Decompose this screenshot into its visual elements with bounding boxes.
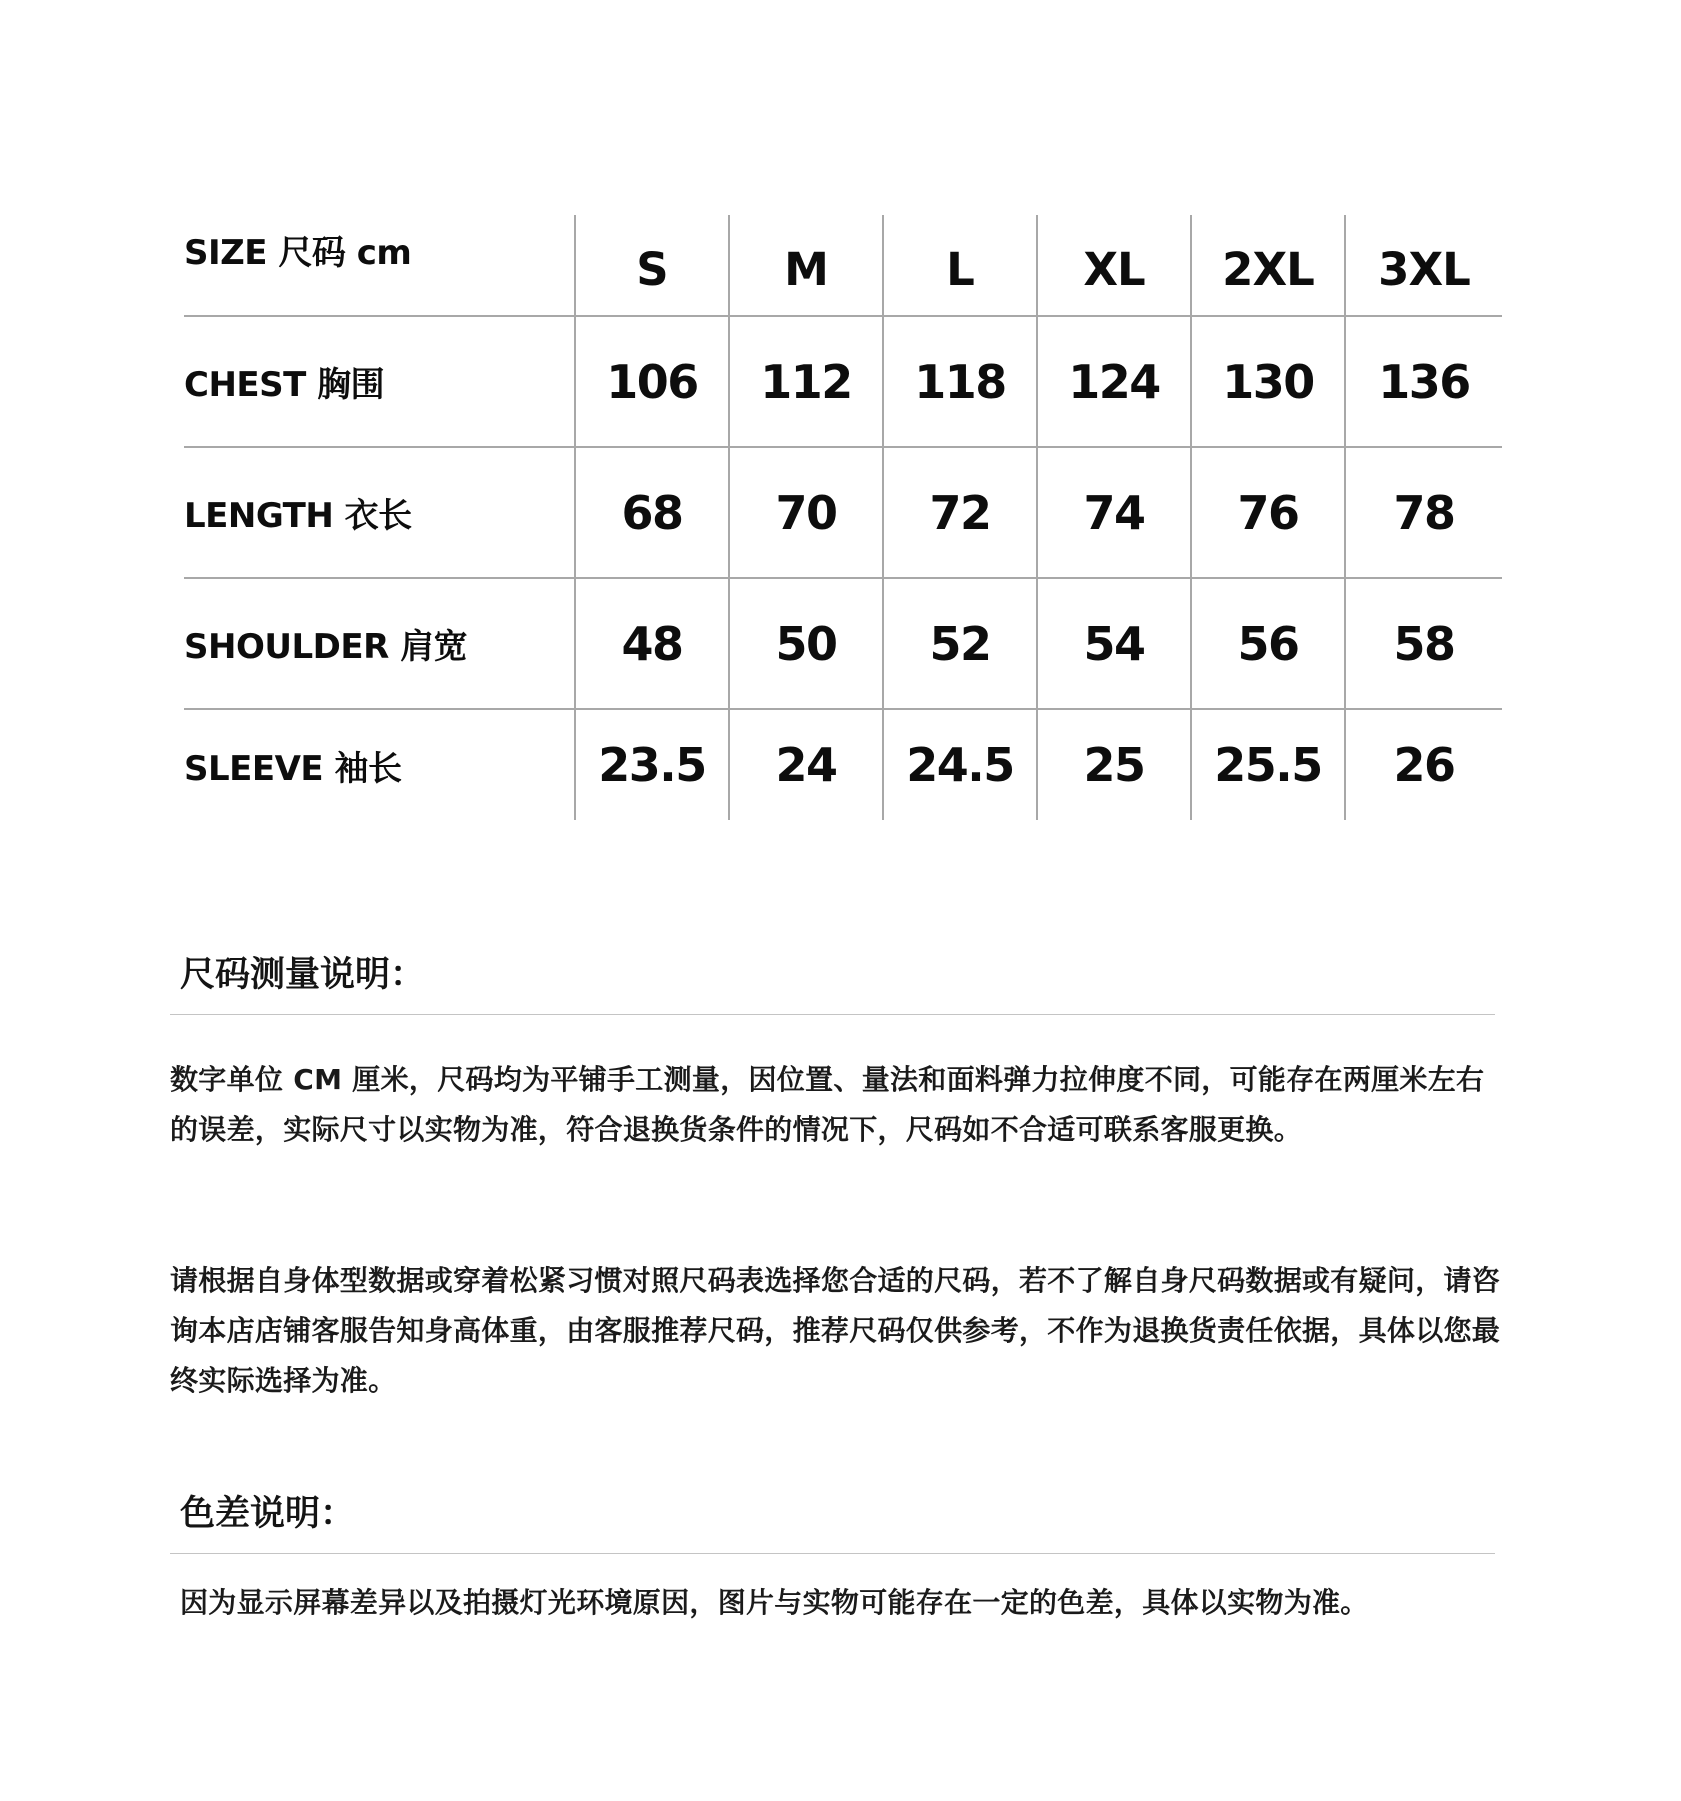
chest-row xyxy=(184,316,1502,447)
measurement-notes-paragraph-1: 数字单位 CM 厘米，尺码均为平铺手工测量，因位置、量法和面料弹力拉伸度不同，可能存在两厘米左右的误差，实际尺寸以实物为准，符合退换货条件的情况下，尺码如不合适可联系客服更换。 xyxy=(170,1063,1485,1146)
shoulder-row xyxy=(184,578,1502,709)
shoulder-value: 58 xyxy=(1345,578,1502,709)
length-label: LENGTH 衣长 xyxy=(184,447,575,578)
color-notes-title: 色差说明： xyxy=(180,1494,356,1534)
chest-value: 112 xyxy=(729,316,883,447)
size-header-2xl: 2XL xyxy=(1191,215,1345,316)
length-value: 72 xyxy=(883,447,1037,578)
chest-value: 136 xyxy=(1345,316,1502,447)
measurement-notes-paragraph-2: 请根据自身体型数据或穿着松紧习惯对照尺码表选择您合适的尺码，若不了解自身尺码数据或有疑问，请咨询本店店铺客服告知身高体重，由客服推荐尺码，推荐尺码仅供参考，不作为退换货责任依据，具体以您最终实际选择为准。 xyxy=(170,1264,1501,1397)
measurement-notes-title: 尺码测量说明： xyxy=(180,955,426,995)
length-value: 70 xyxy=(729,447,883,578)
size-header-label: SIZE 尺码 cm xyxy=(184,233,412,273)
size-header-s: S xyxy=(575,215,729,316)
length-value: 74 xyxy=(1037,447,1191,578)
chest-value: 106 xyxy=(575,316,729,447)
sleeve-value: 26 xyxy=(1345,709,1502,820)
chest-value: 130 xyxy=(1191,316,1345,447)
size-header-m: M xyxy=(729,215,883,316)
sleeve-value: 24 xyxy=(729,709,883,820)
size-chart-table xyxy=(184,215,1502,820)
chest-label: CHEST 胸围 xyxy=(184,316,575,447)
shoulder-label: SHOULDER 肩宽 xyxy=(184,578,575,709)
chest-value: 124 xyxy=(1037,316,1191,447)
sleeve-value: 24.5 xyxy=(883,709,1037,820)
sleeve-value: 25 xyxy=(1037,709,1191,820)
chest-value: 118 xyxy=(883,316,1037,447)
shoulder-value: 54 xyxy=(1037,578,1191,709)
color-notes-divider xyxy=(170,1553,1495,1554)
length-value: 78 xyxy=(1345,447,1502,578)
sleeve-value: 23.5 xyxy=(575,709,729,820)
sleeve-value: 25.5 xyxy=(1191,709,1345,820)
shoulder-value: 56 xyxy=(1191,578,1345,709)
measurement-notes-divider xyxy=(170,1014,1495,1015)
shoulder-value: 50 xyxy=(729,578,883,709)
size-header-row xyxy=(184,215,1502,316)
color-notes-paragraph: 因为显示屏幕差异以及拍摄灯光环境原因，图片与实物可能存在一定的色差，具体以实物为准。 xyxy=(180,1586,1369,1619)
size-header-l: L xyxy=(883,215,1037,316)
length-row xyxy=(184,447,1502,578)
shoulder-value: 52 xyxy=(883,578,1037,709)
sleeve-row xyxy=(184,709,1502,820)
size-header-3xl: 3XL xyxy=(1345,215,1502,316)
length-value: 76 xyxy=(1191,447,1345,578)
size-header-xl: XL xyxy=(1037,215,1191,316)
shoulder-value: 48 xyxy=(575,578,729,709)
length-value: 68 xyxy=(575,447,729,578)
sleeve-label: SLEEVE 袖长 xyxy=(184,709,575,820)
